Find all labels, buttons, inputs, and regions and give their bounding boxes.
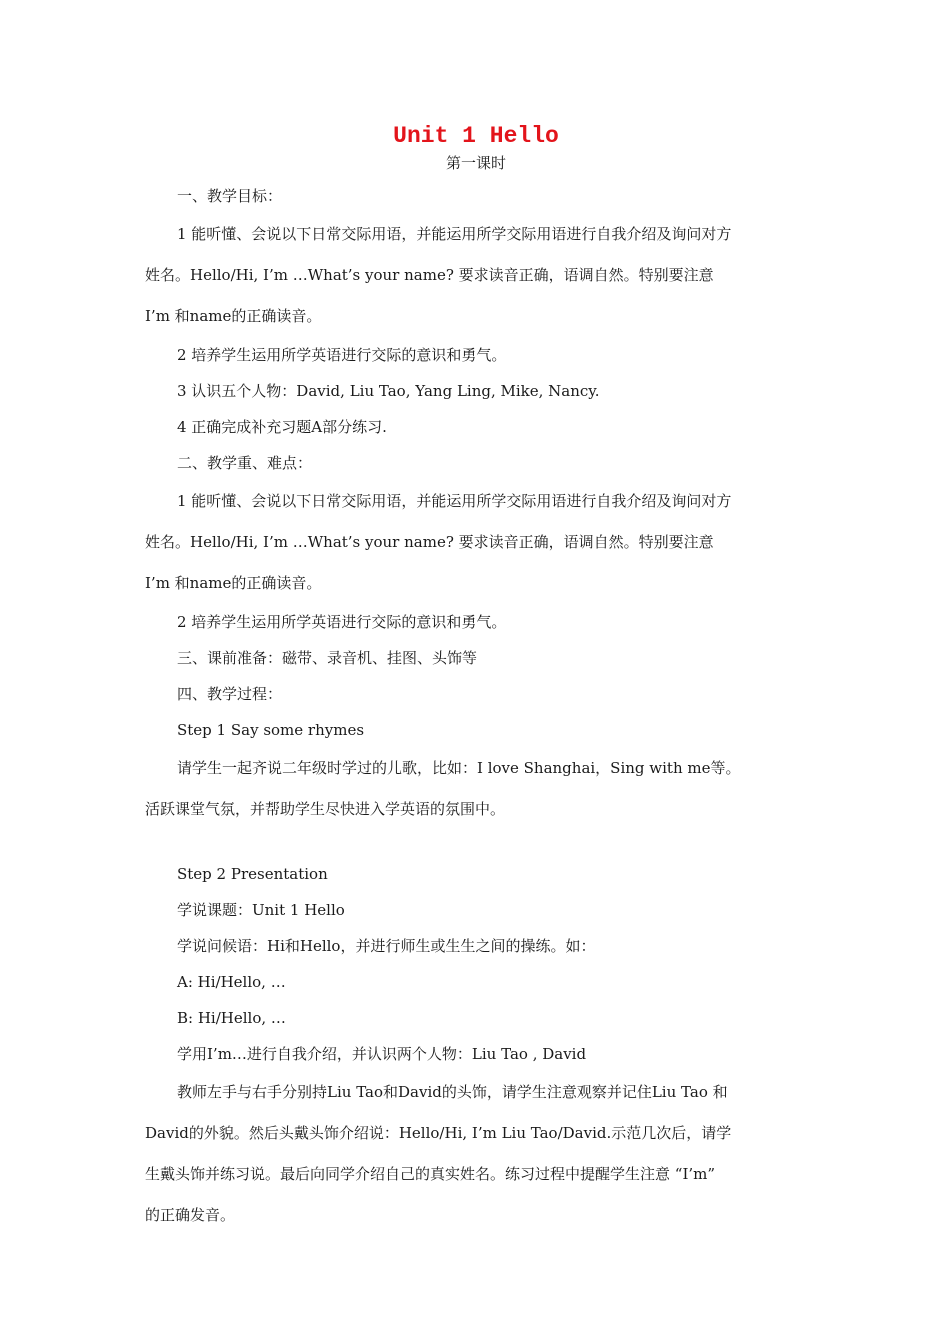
paragraph-line: 生戴头饰并练习说。最后向同学介绍自己的真实姓名。练习过程中提醒学生注意 “I’m” [145,1165,716,1183]
dialogue-line-b: B: Hi/Hello, … [177,1009,286,1027]
paragraph-line: I’m 和name的正确读音。 [145,574,322,592]
paragraph-line: 2 培养学生运用所学英语进行交际的意识和勇气。 [177,346,507,364]
heading-procedure: 四、教学过程： [177,685,283,703]
paragraph-line: David的外貌。然后头戴头饰介绍说：Hello/Hi, I’m Liu Tao/David.示范几次后，请学 [145,1124,732,1142]
paragraph-line: 教师左手与右手分别持Liu Tao和David的头饰，请学生注意观察并记住Liu Tao 和 [177,1083,728,1101]
document-title: Unit 1 Hello [393,123,559,149]
heading-key-points: 二、教学重、难点： [177,454,313,472]
heading-preparation: 三、课前准备：磁带、录音机、挂图、头饰等 [177,649,478,667]
heading-objectives: 一、教学目标： [177,187,283,205]
step-1-heading: Step 1 Say some rhymes [177,721,365,739]
paragraph-line: 活跃课堂气氛，并帮助学生尽快进入学英语的氛围中。 [145,800,506,818]
step-2-heading: Step 2 Presentation [177,865,328,883]
paragraph-line: 1 能听懂、会说以下日常交际用语，并能运用所学交际用语进行自我介绍及询问对方 [177,225,732,243]
paragraph-line: 请学生一起齐说二年级时学过的儿歌，比如：I love Shanghai，Sing with me等。 [177,759,741,777]
paragraph-line: 2 培养学生运用所学英语进行交际的意识和勇气。 [177,613,507,631]
paragraph-line: I’m 和name的正确读音。 [145,307,322,325]
paragraph-line: 姓名。Hello/Hi, I’m …What’s your name? 要求读音正确，语调自然。特别要注意 [145,533,714,551]
paragraph-line: 学用I’m…进行自我介绍，并认识两个人物：Liu Tao , David [177,1045,587,1063]
document-page [145,120,807,1236]
blank-line [145,830,807,856]
paragraph-line: 学说问候语：Hi和Hello，并进行师生或生生之间的操练。如： [177,937,596,955]
paragraph-line: 姓名。Hello/Hi, I’m …What’s your name? 要求读音正确，语调自然。特别要注意 [145,266,714,284]
paragraph-line: 3 认识五个人物：David, Liu Tao, Yang Ling, Mike, Nancy. [177,382,600,400]
paragraph-line: 学说课题：Unit 1 Hello [177,901,345,919]
paragraph-line: 的正确发音。 [145,1206,236,1224]
paragraph-line: 1 能听懂、会说以下日常交际用语，并能运用所学交际用语进行自我介绍及询问对方 [177,492,732,510]
document-subtitle: 第一课时 [445,154,506,172]
dialogue-line-a: A: Hi/Hello, … [177,973,286,991]
paragraph-line: 4 正确完成补充习题A部分练习. [177,418,387,436]
